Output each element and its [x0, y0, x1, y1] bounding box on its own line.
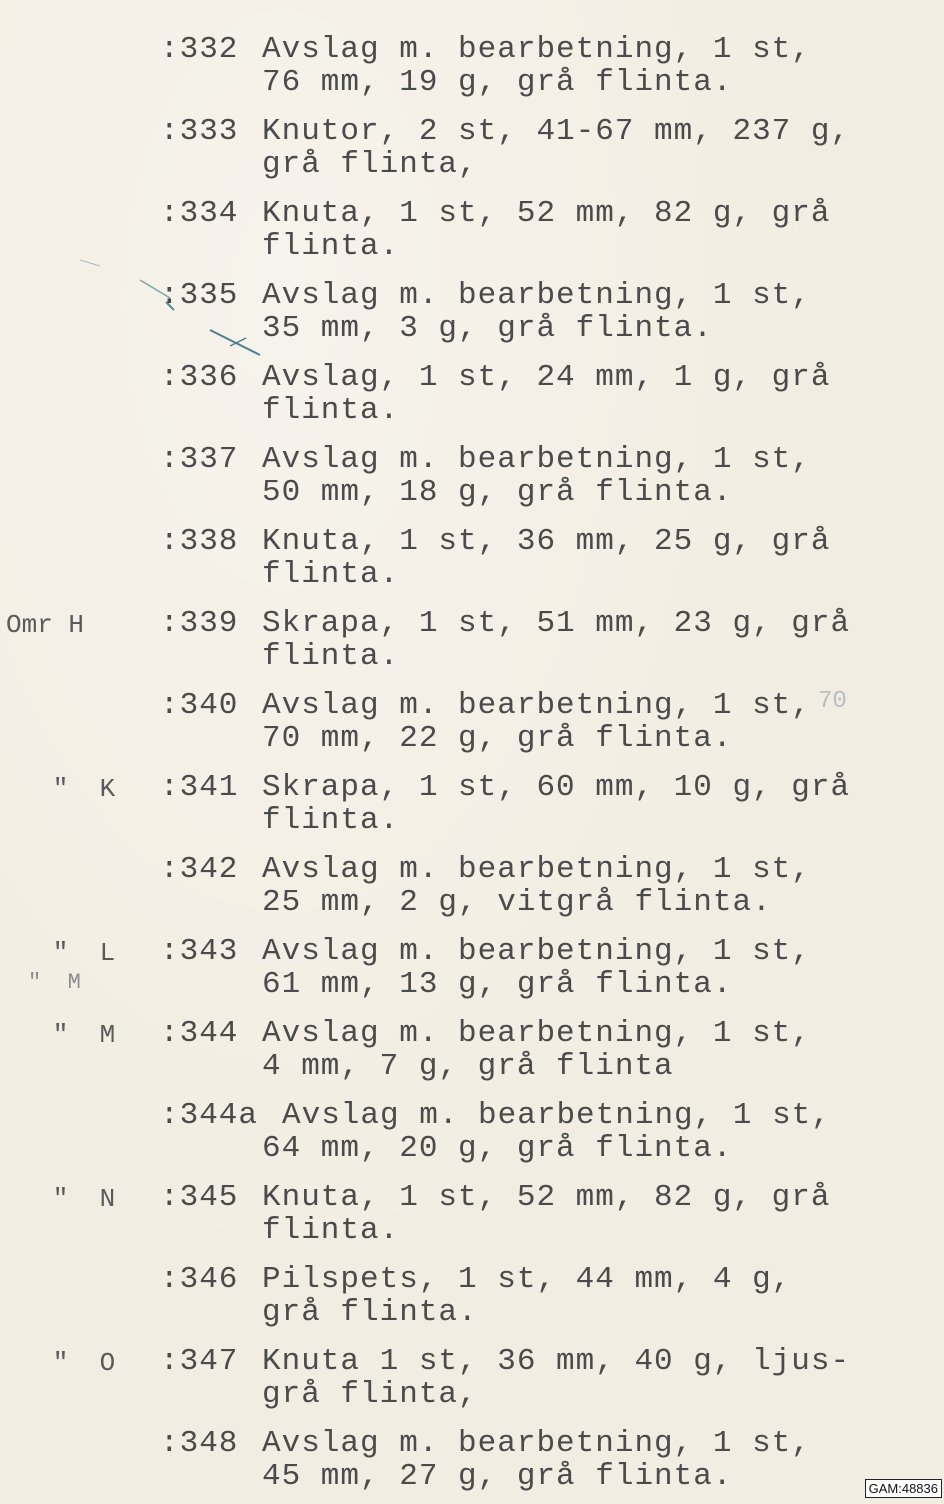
- catalog-entry: [0, 686, 944, 766]
- catalog-entry: [0, 358, 944, 438]
- catalog-entry: [0, 1096, 944, 1176]
- entry-description-cont: flinta.: [262, 393, 400, 428]
- catalog-number: :333: [160, 114, 239, 149]
- entry-description: Avslag m. bearbetning, 1 st,: [262, 934, 811, 969]
- catalog-entry: [0, 932, 944, 1012]
- entry-description: Skrapa, 1 st, 51 mm, 23 g, grå: [262, 606, 851, 641]
- catalog-number: :344a: [160, 1098, 259, 1133]
- entry-description-cont: flinta.: [262, 1213, 400, 1248]
- entry-description-cont: 64 mm, 20 g, grå flinta.: [262, 1131, 733, 1166]
- entry-description-cont: flinta.: [262, 229, 400, 264]
- catalog-entry: [0, 194, 944, 274]
- entry-description-cont: 25 mm, 2 g, vitgrå flinta.: [262, 885, 772, 920]
- catalog-entry: [0, 604, 944, 684]
- entry-description: Avslag m. bearbetning, 1 st,: [282, 1098, 831, 1133]
- entry-description-cont: 61 mm, 13 g, grå flinta.: [262, 967, 733, 1002]
- entry-description-cont: grå flinta.: [262, 1295, 478, 1330]
- entry-description-cont: grå flinta,: [262, 147, 478, 182]
- catalog-number: :342: [160, 852, 239, 887]
- catalog-entry: [0, 1342, 944, 1422]
- entry-description: Knuta 1 st, 36 mm, 40 g, ljus-: [262, 1344, 851, 1379]
- catalog-number: :348: [160, 1426, 239, 1461]
- catalog-number: :334: [160, 196, 239, 231]
- entry-description: Avslag m. bearbetning, 1 st,: [262, 278, 811, 313]
- catalog-entry: [0, 1178, 944, 1258]
- entry-description-cont: grå flinta,: [262, 1377, 478, 1412]
- entry-description-cont: flinta.: [262, 557, 400, 592]
- entry-description: Avslag m. bearbetning, 1 st,: [262, 852, 811, 887]
- entry-description-cont: 70 mm, 22 g, grå flinta.: [262, 721, 733, 756]
- entry-description-cont: 45 mm, 27 g, grå flinta.: [262, 1459, 733, 1494]
- catalog-number: :338: [160, 524, 239, 559]
- entry-description-cont: 35 mm, 3 g, grå flinta.: [262, 311, 713, 346]
- catalog-entry: [0, 440, 944, 520]
- archive-id-stamp: GAM:48836: [865, 1479, 942, 1498]
- catalog-number: :337: [160, 442, 239, 477]
- area-label: " M: [6, 1020, 116, 1050]
- catalog-number: :343: [160, 934, 239, 969]
- catalog-number: :339: [160, 606, 239, 641]
- entry-description: Avslag, 1 st, 24 mm, 1 g, grå: [262, 360, 831, 395]
- catalog-entry: [0, 522, 944, 602]
- entry-description: Knutor, 2 st, 41-67 mm, 237 g,: [262, 114, 851, 149]
- area-label: Omr H: [6, 610, 85, 640]
- catalog-entry: [0, 1260, 944, 1340]
- entry-description-cont: 50 mm, 18 g, grå flinta.: [262, 475, 733, 510]
- area-label: " K: [6, 774, 116, 804]
- entry-description: Knuta, 1 st, 36 mm, 25 g, grå: [262, 524, 831, 559]
- area-sublabel: " M: [28, 970, 81, 995]
- catalog-entry: [0, 850, 944, 930]
- margin-note: 70: [818, 688, 847, 715]
- entry-description: Knuta, 1 st, 52 mm, 82 g, grå: [262, 1180, 831, 1215]
- catalog-number: :346: [160, 1262, 239, 1297]
- entry-description-cont: flinta.: [262, 803, 400, 838]
- entry-description: Avslag m. bearbetning, 1 st,: [262, 32, 811, 67]
- catalog-entry: [0, 1424, 944, 1504]
- catalog-number: :341: [160, 770, 239, 805]
- area-label: " N: [6, 1184, 116, 1214]
- entry-description: Avslag m. bearbetning, 1 st,: [262, 442, 811, 477]
- catalog-number: :347: [160, 1344, 239, 1379]
- catalog-entry: [0, 30, 944, 110]
- area-label: " O: [6, 1348, 116, 1378]
- catalog-entry: [0, 112, 944, 192]
- entry-description: Knuta, 1 st, 52 mm, 82 g, grå: [262, 196, 831, 231]
- entry-description-cont: 76 mm, 19 g, grå flinta.: [262, 65, 733, 100]
- catalog-number: :344: [160, 1016, 239, 1051]
- entry-description: Pilspets, 1 st, 44 mm, 4 g,: [262, 1262, 792, 1297]
- area-label: " L: [6, 938, 116, 968]
- catalog-number: :332: [160, 32, 239, 67]
- catalog-number: :345: [160, 1180, 239, 1215]
- entry-description: Skrapa, 1 st, 60 mm, 10 g, grå: [262, 770, 851, 805]
- catalog-number: :336: [160, 360, 239, 395]
- entry-description-cont: 4 mm, 7 g, grå flinta: [262, 1049, 674, 1084]
- entry-description: Avslag m. bearbetning, 1 st,: [262, 1426, 811, 1461]
- catalog-entry: [0, 276, 944, 356]
- entry-description: Avslag m. bearbetning, 1 st,: [262, 1016, 811, 1051]
- catalog-number: :335: [160, 278, 239, 313]
- catalog-number: :340: [160, 688, 239, 723]
- catalog-entry: [0, 1014, 944, 1094]
- entry-description-cont: flinta.: [262, 639, 400, 674]
- entry-description: Avslag m. bearbetning, 1 st,: [262, 688, 811, 723]
- catalog-entry: [0, 768, 944, 848]
